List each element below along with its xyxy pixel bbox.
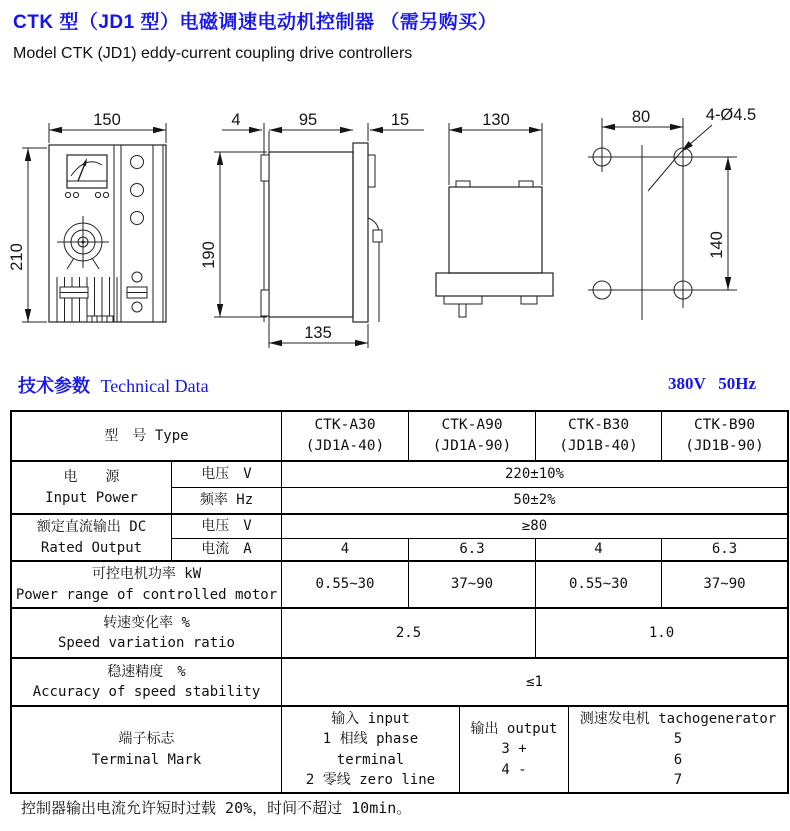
dim-front-width: 150 xyxy=(93,111,121,129)
page-title: CTK 型（JD1 型）电磁调速电动机控制器 （需另购买） xyxy=(13,12,498,33)
speed-variation-value-cell xyxy=(282,609,536,659)
terminal-input-cell xyxy=(282,707,460,792)
label-zh: 可控电机功率 kW xyxy=(91,566,202,583)
voltage-value: 220±10% xyxy=(504,466,564,483)
stability-value-cell xyxy=(282,659,787,707)
footnote: 控制器输出电流允许短时过载 20%，时间不超过 10min。 xyxy=(21,799,412,817)
vent-slats xyxy=(57,277,117,322)
dim-side-rear: 15 xyxy=(390,111,410,129)
rear-view xyxy=(436,111,553,317)
dc-voltage-label-cell xyxy=(172,515,282,539)
speed-knob xyxy=(57,216,109,269)
dc-current-value: 4 xyxy=(594,541,603,558)
front-view xyxy=(8,111,166,322)
technical-data-table xyxy=(10,410,789,794)
terminal-output-line: 3 + xyxy=(501,741,527,758)
dc-voltage-value: ≥80 xyxy=(521,518,548,535)
terminal-tacho-line: 7 xyxy=(673,771,683,788)
label-en: Terminal Mark xyxy=(91,751,202,768)
speed-variation-value: 1.0 xyxy=(648,624,675,641)
dc-current-value: 4 xyxy=(340,541,350,558)
terminal-mark-label xyxy=(12,707,282,792)
dim-mount-holes: 4-Ø4.5 xyxy=(705,106,757,124)
label-en: Power range of controlled motor xyxy=(15,586,278,603)
dim-side-height: 190 xyxy=(200,241,218,269)
motor-power-value: 0.55~30 xyxy=(568,576,628,593)
label-zh: 额定直流输出 DC xyxy=(36,519,147,536)
dim-side-bottom: 135 xyxy=(304,324,332,342)
dc-voltage-label: 电压 V xyxy=(201,518,252,535)
dc-current-label-cell xyxy=(172,539,282,562)
label-zh: 电 源 xyxy=(63,469,120,486)
model-name: CTK-B90 xyxy=(693,416,756,433)
terminal-input-line: 输入 input xyxy=(331,710,410,727)
dim-rear-width: 130 xyxy=(482,111,510,129)
dim-mount-height: 140 xyxy=(708,231,726,259)
model-name: CTK-B30 xyxy=(567,416,630,433)
dimension-drawings xyxy=(0,95,790,365)
motor-power-value-cell xyxy=(662,562,787,609)
terminal-input-line: 2 零线 zero line xyxy=(305,771,436,788)
label-zh: 端子标志 xyxy=(118,731,175,748)
side-dimensions xyxy=(214,123,424,348)
input-power-label xyxy=(12,462,172,515)
model-alt-name: (JD1B-90) xyxy=(685,438,764,454)
dc-current-value: 6.3 xyxy=(459,541,485,558)
model-column-header xyxy=(536,412,662,462)
dc-current-value-cell xyxy=(409,539,536,562)
motor-power-value-cell xyxy=(409,562,536,609)
stability-value: ≤1 xyxy=(526,673,543,690)
model-alt-name: (JD1B-40) xyxy=(559,438,638,454)
motor-power-value: 37~90 xyxy=(703,576,746,593)
motor-power-value-cell xyxy=(536,562,662,609)
terminal-input-line: terminal xyxy=(336,751,405,768)
freq-label-cell xyxy=(172,488,282,515)
side-view xyxy=(200,111,424,348)
model-alt-name: (JD1A-40) xyxy=(305,438,385,454)
model-column-header xyxy=(282,412,409,462)
voltage-label: 电压 V xyxy=(201,466,252,483)
type-header-cell xyxy=(12,412,282,462)
voltage-value-cell xyxy=(282,462,787,488)
freq-value: 50±2% xyxy=(513,492,556,509)
dc-current-value-cell xyxy=(662,539,787,562)
model-alt-name: (JD1A-90) xyxy=(432,438,512,454)
terminal-tacho-cell xyxy=(569,707,787,792)
motor-power-value: 0.55~30 xyxy=(315,576,375,593)
label-en: Input Power xyxy=(45,489,138,506)
dim-side-depth: 95 xyxy=(298,111,318,129)
terminal-tacho-line: 测速发电机 tachogenerator xyxy=(579,710,777,727)
terminal-output-line: 4 - xyxy=(501,761,527,778)
dc-current-value-cell xyxy=(282,539,409,562)
model-name: CTK-A90 xyxy=(441,416,503,433)
speed-variation-label xyxy=(12,609,282,659)
dc-current-value: 6.3 xyxy=(711,541,738,558)
motor-power-value-cell xyxy=(282,562,409,609)
terminal-tacho-line: 6 xyxy=(673,751,683,768)
terminal-tacho-line: 5 xyxy=(673,731,683,748)
rated-output-label xyxy=(12,515,172,562)
speed-variation-value: 2.5 xyxy=(395,624,422,641)
dc-voltage-value-cell xyxy=(282,515,787,539)
motor-power-label xyxy=(12,562,282,609)
section-title-en: Technical Data xyxy=(100,376,209,396)
model-column-header xyxy=(409,412,536,462)
dim-side-thickness: 4 xyxy=(231,111,241,129)
model-column-header xyxy=(662,412,787,462)
label-en: Accuracy of speed stability xyxy=(32,684,261,700)
mounting-view xyxy=(588,106,756,320)
model-name: CTK-A30 xyxy=(314,416,376,433)
speed-variation-value-cell xyxy=(536,609,787,659)
dc-current-label: 电流 A xyxy=(201,541,252,558)
label-en: Speed variation ratio xyxy=(57,635,235,651)
terminal-input-line: 1 相线 phase xyxy=(322,731,419,748)
motor-power-value: 37~90 xyxy=(450,576,494,593)
dim-front-height: 210 xyxy=(8,243,26,271)
stability-label xyxy=(12,659,282,707)
voltage-label-cell xyxy=(172,462,282,488)
section-title-zh: 技术参数 xyxy=(18,376,90,396)
voltage-rating: 380V 50Hz xyxy=(668,374,756,393)
label-en: Rated Output xyxy=(40,539,143,556)
type-label: 型 号 Type xyxy=(104,427,189,444)
terminal-output-line: 输出 output xyxy=(470,721,558,738)
page-subtitle: Model CTK (JD1) eddy-current coupling drive controllers xyxy=(13,45,413,62)
terminal-output-cell xyxy=(460,707,569,792)
side-strip-controls xyxy=(127,156,147,313)
panel-meter xyxy=(65,155,108,198)
label-zh: 转速变化率 % xyxy=(103,614,190,631)
rear-dimensions xyxy=(449,123,542,185)
freq-label: 频率 Hz xyxy=(199,492,254,509)
dc-current-value-cell xyxy=(536,539,662,562)
freq-value-cell xyxy=(282,488,787,515)
label-zh: 稳速精度 % xyxy=(107,663,186,680)
section-header xyxy=(18,372,209,398)
dim-mount-width: 80 xyxy=(631,108,651,126)
